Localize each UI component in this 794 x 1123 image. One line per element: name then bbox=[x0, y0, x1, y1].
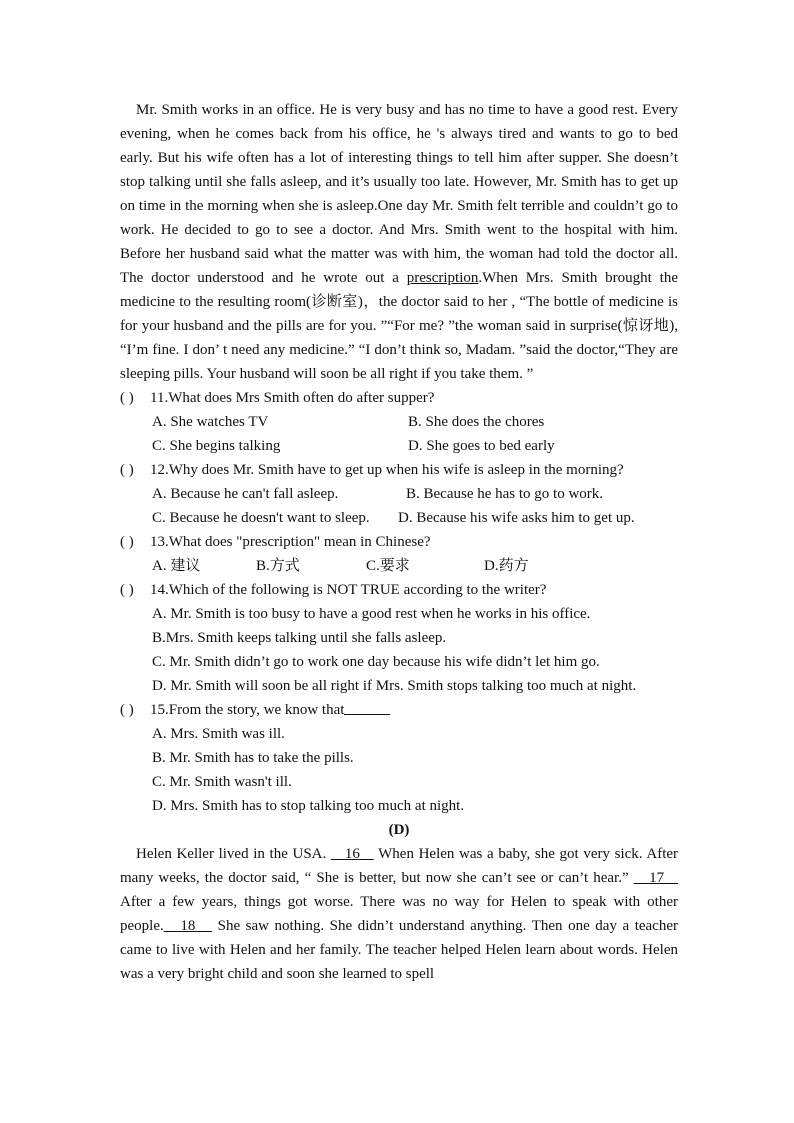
blank-16[interactable]: 16 bbox=[344, 846, 360, 862]
underlined-word-prescription: prescription bbox=[406, 270, 479, 286]
worksheet-page bbox=[120, 98, 678, 986]
passage-c bbox=[120, 98, 678, 386]
answer-bracket[interactable]: ( ) bbox=[120, 534, 134, 550]
option-c: C. Because he doesn't want to sleep. bbox=[152, 510, 370, 526]
passage-c-text-2: .When Mrs. Smith brought the medicine to the resulting room(诊断室)，the doctor said to her , “The bottle of medicine is for your husband and the pills are for you. ”“For me? ”the woman said in surprise(惊讶地), “I’m fine. I don’ t need any medicine.” “I don’t think so, Madam. ”said the doctor,“They are sleeping pills. Your husband will soon be all right if you take them. ” bbox=[120, 270, 679, 382]
option-c: C.要求 bbox=[366, 558, 410, 574]
option-b: B.方式 bbox=[256, 558, 300, 574]
section-d-heading: (D) bbox=[388, 822, 410, 838]
option-a: A. She watches TV bbox=[152, 414, 269, 430]
answer-bracket[interactable]: ( ) bbox=[120, 582, 134, 598]
passage-d-text-4: She saw nothing. She didn’t understand anything. Then one day a teacher came to live with Helen and her family. The teacher helped Helen learn about words. Helen was a very bright child and soon she learned to spell bbox=[120, 918, 678, 982]
option-a: A. 建议 bbox=[152, 558, 201, 574]
passage-d bbox=[120, 842, 678, 986]
option-a: A. Because he can't fall asleep. bbox=[152, 486, 339, 502]
option-d: D. Mrs. Smith has to stop talking too much at night. bbox=[152, 798, 465, 814]
option-d: D.药方 bbox=[484, 558, 529, 574]
question-stem: 15.From the story, we know that bbox=[150, 702, 345, 718]
answer-bracket[interactable]: ( ) bbox=[120, 462, 134, 478]
question-11 bbox=[120, 386, 678, 458]
option-b: B.Mrs. Smith keeps talking until she falls asleep. bbox=[152, 630, 447, 646]
answer-bracket[interactable]: ( ) bbox=[120, 390, 134, 406]
option-b: B. She does the chores bbox=[408, 414, 545, 430]
option-a: A. Mrs. Smith was ill. bbox=[152, 726, 285, 742]
question-stem: 11.What does Mrs Smith often do after supper? bbox=[150, 390, 435, 406]
question-stem: 12.Why does Mr. Smith have to get up when his wife is asleep in the morning? bbox=[150, 462, 624, 478]
option-c: C. She begins talking bbox=[152, 438, 281, 454]
blank-17[interactable]: 17 bbox=[649, 870, 665, 886]
option-b: B. Because he has to go to work. bbox=[406, 486, 604, 502]
question-stem: 13.What does "prescription" mean in Chinese? bbox=[150, 534, 431, 550]
passage-c-text-1: Mr. Smith works in an office. He is very busy and has no time to have a good rest. Every evening, when he comes back from his office, he 's always tired and wants to go to bed early. But his wife often has a lot of interesting things to tell him after supper. She doesn’t stop talking until she falls asleep, and it’s usually too late. However, Mr. Smith has to get up on time in the morning when she is asleep.One day Mr. Smith felt terrible and couldn’t go to work. He decided to go to see a doctor. And Mrs. Smith went to the hospital with him. Before her husband said what the matter was with him, the woman had told the doctor all. The doctor understood and he wrote out a bbox=[120, 102, 678, 286]
passage-d-text-2: When Helen was a baby, she got very sick. After many weeks, the doctor said, “ She is better, but now she can’t see or can’t hear.” bbox=[120, 846, 679, 886]
option-d: D. She goes to bed early bbox=[408, 438, 555, 454]
answer-bracket[interactable]: ( ) bbox=[120, 702, 134, 718]
answer-blank[interactable] bbox=[344, 698, 390, 715]
question-12 bbox=[120, 458, 678, 530]
option-d: D. Mr. Smith will soon be all right if Mrs. Smith stops talking too much at night. bbox=[152, 678, 637, 694]
blank-18[interactable]: 18 bbox=[180, 918, 196, 934]
option-c: C. Mr. Smith wasn't ill. bbox=[152, 774, 292, 790]
passage-d-text-1: Helen Keller lived in the USA. bbox=[136, 846, 331, 862]
passage-d-text-3: After a few years, things got worse. There was no way for Helen to speak with other people. bbox=[120, 894, 678, 934]
option-c: C. Mr. Smith didn’t go to work one day because his wife didn’t let him go. bbox=[152, 654, 600, 670]
option-a: A. Mr. Smith is too busy to have a good rest when he works in his office. bbox=[152, 606, 591, 622]
option-d: D. Because his wife asks him to get up. bbox=[398, 510, 635, 526]
question-15 bbox=[120, 698, 678, 818]
option-b: B. Mr. Smith has to take the pills. bbox=[152, 750, 354, 766]
question-stem: 14.Which of the following is NOT TRUE according to the writer? bbox=[150, 582, 547, 598]
question-13 bbox=[120, 530, 678, 578]
question-14 bbox=[120, 578, 678, 698]
